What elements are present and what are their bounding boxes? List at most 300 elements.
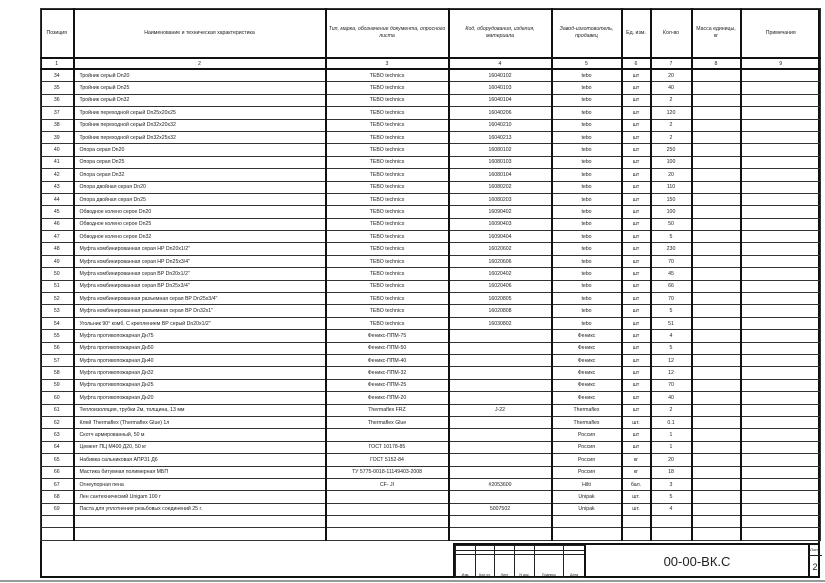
cell-code: 16080104	[449, 169, 552, 181]
col-num: 9	[741, 58, 821, 69]
cell-position: 55	[41, 330, 74, 342]
cell-note	[741, 330, 821, 342]
cell-maker: tebo	[552, 268, 622, 280]
cell-code: 16040103	[449, 82, 552, 94]
cell-qty: 70	[651, 293, 692, 305]
stamp-label-change: Изм.	[456, 555, 476, 578]
cell-type: TEBO technics	[326, 169, 449, 181]
cell-unit	[622, 516, 651, 528]
cell-unit: шт	[622, 354, 651, 366]
sheet-label: Лист	[808, 545, 822, 556]
cell-maker: tebo	[552, 231, 622, 243]
col-header-type: Тип, марка, обозначение документа, опросного листа	[326, 9, 449, 59]
col-num: 4	[449, 58, 552, 69]
cell-mass	[692, 69, 741, 82]
cell-code	[449, 416, 552, 428]
cell-mass	[692, 144, 741, 156]
cell-qty: 2	[651, 119, 692, 131]
cell-type: Феникс-ППМ-40	[326, 354, 449, 366]
cell-code: J-22	[449, 404, 552, 416]
table-row	[41, 169, 821, 181]
cell-code	[449, 429, 552, 441]
table-row	[41, 156, 821, 168]
col-header-qty: Кол-во	[651, 9, 692, 59]
cell-note	[741, 231, 821, 243]
col-header-notes: Примечания	[741, 9, 821, 59]
cell-name: Опора серая Dn25	[74, 156, 326, 168]
cell-position: 69	[41, 503, 74, 515]
table-row	[41, 454, 821, 466]
cell-mass	[692, 379, 741, 391]
cell-position: 67	[41, 478, 74, 490]
cell-note	[741, 441, 821, 453]
cell-type: TEBO technics	[326, 231, 449, 243]
cell-code: 5007502	[449, 503, 552, 515]
cell-mass	[692, 119, 741, 131]
cell-maker: tebo	[552, 144, 622, 156]
cell-maker	[552, 516, 622, 528]
cell-position: 43	[41, 181, 74, 193]
cell-name: Муфта противопожарная Дн20	[74, 392, 326, 404]
table-row	[41, 516, 821, 528]
cell-maker: tebo	[552, 305, 622, 317]
document-code: 00-00-ВК.С	[584, 545, 810, 578]
table-row	[41, 69, 821, 82]
cell-mass	[692, 131, 741, 143]
cell-qty	[651, 528, 692, 540]
cell-type: Феникс-ППМ-25	[326, 379, 449, 391]
cell-type: Феникс-ППМ-75	[326, 330, 449, 342]
cell-maker: tebo	[552, 69, 622, 82]
cell-unit: шт	[622, 429, 651, 441]
cell-mass	[692, 354, 741, 366]
cell-note	[741, 94, 821, 106]
cell-qty: 150	[651, 193, 692, 205]
cell-mass	[692, 156, 741, 168]
cell-note	[741, 206, 821, 218]
cell-type: TEBO technics	[326, 156, 449, 168]
table-row	[41, 367, 821, 379]
cell-maker: Hilti	[552, 478, 622, 490]
cell-qty: 2	[651, 404, 692, 416]
cell-position: 57	[41, 354, 74, 366]
cell-type: Феникс-ППМ-20	[326, 392, 449, 404]
cell-note	[741, 193, 821, 205]
cell-unit: шт	[622, 231, 651, 243]
cell-note	[741, 218, 821, 230]
cell-type	[326, 516, 449, 528]
table-row	[41, 342, 821, 354]
cell-code: #2053600	[449, 478, 552, 490]
cell-type: TEBO technics	[326, 206, 449, 218]
cell-type: ГОСТ 5152-84	[326, 454, 449, 466]
cell-qty: 250	[651, 144, 692, 156]
cell-note	[741, 466, 821, 478]
cell-mass	[692, 206, 741, 218]
stamp-label-signature: Подпись	[535, 555, 564, 578]
table-row	[41, 94, 821, 106]
cell-name: Муфта комбинированная серая НР Dn25x3/4"	[74, 255, 326, 267]
cell-mass	[692, 367, 741, 379]
cell-qty: 0.1	[651, 416, 692, 428]
cell-note	[741, 503, 821, 515]
cell-qty: 110	[651, 181, 692, 193]
cell-position: 49	[41, 255, 74, 267]
cell-mass	[692, 441, 741, 453]
cell-unit: шт	[622, 441, 651, 453]
cell-note	[741, 516, 821, 528]
cell-mass	[692, 82, 741, 94]
cell-position: 53	[41, 305, 74, 317]
cell-position: 46	[41, 218, 74, 230]
cell-note	[741, 255, 821, 267]
cell-maker: Феникс	[552, 354, 622, 366]
cell-note	[741, 268, 821, 280]
cell-code: 16040213	[449, 131, 552, 143]
cell-maker: Россия	[552, 441, 622, 453]
sheet-number: 2	[812, 562, 818, 572]
cell-code: 16020602	[449, 243, 552, 255]
cell-position: 59	[41, 379, 74, 391]
cell-qty: 5	[651, 305, 692, 317]
cell-mass	[692, 392, 741, 404]
cell-mass	[692, 478, 741, 490]
cell-mass	[692, 193, 741, 205]
cell-maker: Unipak	[552, 503, 622, 515]
cell-type: Thermaflex Glue	[326, 416, 449, 428]
cell-maker: tebo	[552, 119, 622, 131]
cell-note	[741, 280, 821, 292]
cell-type: ТУ 5775-0018-11149403-2008	[326, 466, 449, 478]
cell-name: Паста для уплотнения резьбовых соединений 25 г.	[74, 503, 326, 515]
cell-code	[449, 441, 552, 453]
cell-name: Лен сантехнический Unigam 100 г	[74, 491, 326, 503]
cell-note	[741, 169, 821, 181]
cell-position: 40	[41, 144, 74, 156]
table-row	[41, 144, 821, 156]
col-header-name: Наименование и техническая характеристика	[74, 9, 326, 59]
cell-mass	[692, 218, 741, 230]
cell-qty: 20	[651, 454, 692, 466]
cell-type: TEBO technics	[326, 82, 449, 94]
cell-code: 16080102	[449, 144, 552, 156]
cell-unit: шт	[622, 330, 651, 342]
cell-type: TEBO technics	[326, 293, 449, 305]
table-row	[41, 305, 821, 317]
cell-note	[741, 392, 821, 404]
cell-name: Угольник 90° комб. С креплением ВР серый Dn20x1/2"	[74, 317, 326, 329]
cell-qty: 12	[651, 354, 692, 366]
cell-maker: tebo	[552, 156, 622, 168]
cell-type: TEBO technics	[326, 144, 449, 156]
table-row	[41, 416, 821, 428]
cell-name: Тройник серый Dn32	[74, 94, 326, 106]
cell-maker: tebo	[552, 193, 622, 205]
cell-mass	[692, 516, 741, 528]
cell-unit: бал.	[622, 478, 651, 490]
cell-name: Тройник переходной серый Dn32x20x32	[74, 119, 326, 131]
cell-note	[741, 69, 821, 82]
table-row	[41, 268, 821, 280]
col-header-unit: Ед. изм.	[622, 9, 651, 59]
cell-unit: шт	[622, 255, 651, 267]
table-row	[41, 119, 821, 131]
cell-name: Цемент ПЦ М400 Д20, 50 кг	[74, 441, 326, 453]
cell-position: 54	[41, 317, 74, 329]
cell-maker: Unipak	[552, 491, 622, 503]
table-row	[41, 82, 821, 94]
cell-mass	[692, 466, 741, 478]
cell-mass	[692, 305, 741, 317]
cell-note	[741, 429, 821, 441]
cell-maker: tebo	[552, 218, 622, 230]
cell-note	[741, 119, 821, 131]
cell-name: Клей Thermaflex (Thermaflex Glue) 1л	[74, 416, 326, 428]
cell-name: Огнеупорная пена	[74, 478, 326, 490]
cell-name: Муфта противопожарная Дн32	[74, 367, 326, 379]
table-row	[41, 528, 821, 540]
cell-name: Скотч армированный, 50 м	[74, 429, 326, 441]
col-header-maker: Завод-изготовитель, продавец	[552, 9, 622, 59]
cell-note	[741, 454, 821, 466]
cell-name: Муфта комбинированная серая НР Dn20x1/2"	[74, 243, 326, 255]
cell-code: 16040104	[449, 94, 552, 106]
table-row	[41, 280, 821, 292]
stamp-label-sheet: Лист	[495, 555, 515, 578]
cell-code	[449, 516, 552, 528]
table-row	[41, 231, 821, 243]
cell-name	[74, 516, 326, 528]
cell-code: 16040210	[449, 119, 552, 131]
col-num: 6	[622, 58, 651, 69]
cell-note	[741, 317, 821, 329]
cell-note	[741, 305, 821, 317]
cell-code	[449, 330, 552, 342]
cell-code: 16080203	[449, 193, 552, 205]
cell-code: 16020606	[449, 255, 552, 267]
table-row	[41, 193, 821, 205]
cell-position: 48	[41, 243, 74, 255]
cell-position: 35	[41, 82, 74, 94]
col-header-code: Код, оборудования, изделия, материала	[449, 9, 552, 59]
table-row	[41, 330, 821, 342]
cell-note	[741, 416, 821, 428]
cell-qty: 5	[651, 231, 692, 243]
cell-maker: Россия	[552, 454, 622, 466]
cell-maker: tebo	[552, 131, 622, 143]
cell-code: 16020808	[449, 305, 552, 317]
table-row	[41, 243, 821, 255]
cell-unit: шт	[622, 218, 651, 230]
cell-mass	[692, 330, 741, 342]
cell-unit: шт	[622, 107, 651, 119]
col-num: 8	[692, 58, 741, 69]
cell-unit: шт	[622, 342, 651, 354]
cell-qty: 40	[651, 82, 692, 94]
cell-position: 61	[41, 404, 74, 416]
table-row	[41, 491, 821, 503]
cell-mass	[692, 491, 741, 503]
cell-name: Опора двойная серая Dn20	[74, 181, 326, 193]
cell-name: Обводное колено серое Dn32	[74, 231, 326, 243]
table-row	[41, 317, 821, 329]
cell-position: 66	[41, 466, 74, 478]
cell-mass	[692, 280, 741, 292]
cell-mass	[692, 293, 741, 305]
stamp-label-doc-no: N док.	[515, 555, 535, 578]
cell-qty: 51	[651, 317, 692, 329]
cell-unit: шт	[622, 379, 651, 391]
cell-position	[41, 528, 74, 540]
cell-mass	[692, 528, 741, 540]
stamp-label-date: Дата	[564, 555, 585, 578]
cell-note	[741, 82, 821, 94]
cell-type: ГОСТ 10178-85	[326, 441, 449, 453]
cell-code: 16020406	[449, 280, 552, 292]
cell-position: 58	[41, 367, 74, 379]
cell-note	[741, 107, 821, 119]
cell-type: TEBO technics	[326, 255, 449, 267]
col-num: 2	[74, 58, 326, 69]
cell-unit: шт	[622, 181, 651, 193]
cell-name: Тройник переходной серый Dn32x25x32	[74, 131, 326, 143]
cell-position: 39	[41, 131, 74, 143]
table-row	[41, 293, 821, 305]
cell-type: TEBO technics	[326, 268, 449, 280]
cell-unit: шт	[622, 193, 651, 205]
cell-unit: шт	[622, 392, 651, 404]
cell-type: TEBO technics	[326, 181, 449, 193]
cell-note	[741, 404, 821, 416]
cell-type: TEBO technics	[326, 131, 449, 143]
table-row	[41, 379, 821, 391]
cell-maker: tebo	[552, 181, 622, 193]
stamp-label-count: Кол.уч.	[476, 555, 495, 578]
cell-maker: Россия	[552, 429, 622, 441]
cell-qty: 120	[651, 107, 692, 119]
table-row	[41, 107, 821, 119]
cell-code: 16020402	[449, 268, 552, 280]
cell-position: 36	[41, 94, 74, 106]
cell-name: Муфта комбинированная разъемная серая ВР Dn25x3/4"	[74, 293, 326, 305]
cell-note	[741, 131, 821, 143]
cell-type: CF- JI	[326, 478, 449, 490]
cell-qty: 100	[651, 156, 692, 168]
cell-qty: 5	[651, 491, 692, 503]
specification-table	[40, 8, 821, 541]
cell-maker: Феникс	[552, 392, 622, 404]
cell-code: 16080202	[449, 181, 552, 193]
cell-maker: Россия	[552, 466, 622, 478]
cell-unit: шт	[622, 280, 651, 292]
cell-maker: tebo	[552, 94, 622, 106]
cell-type: TEBO technics	[326, 119, 449, 131]
cell-mass	[692, 243, 741, 255]
cell-name: Муфта комбинированная разъемная серая ВР Dn32x1"	[74, 305, 326, 317]
cell-qty: 3	[651, 478, 692, 490]
cell-position: 60	[41, 392, 74, 404]
cell-mass	[692, 404, 741, 416]
cell-note	[741, 144, 821, 156]
col-num: 3	[326, 58, 449, 69]
table-row	[41, 218, 821, 230]
cell-maker: Thermaflex	[552, 404, 622, 416]
cell-note	[741, 367, 821, 379]
cell-code	[449, 466, 552, 478]
table-row	[41, 441, 821, 453]
cell-qty: 70	[651, 255, 692, 267]
table-row	[41, 354, 821, 366]
cell-code: 16090402	[449, 206, 552, 218]
table-row	[41, 131, 821, 143]
col-num: 5	[552, 58, 622, 69]
cell-qty: 40	[651, 392, 692, 404]
cell-position: 64	[41, 441, 74, 453]
cell-name: Тройник серый Dn20	[74, 69, 326, 82]
cell-code: 16030802	[449, 317, 552, 329]
sheet-number-box	[808, 545, 822, 578]
cell-unit: шт	[622, 94, 651, 106]
cell-name: Муфта комбинированная серая ВР Dn25x3/4"	[74, 280, 326, 292]
cell-mass	[692, 416, 741, 428]
cell-name: Тройник переходной серый Dn25x20x25	[74, 107, 326, 119]
revision-grid	[455, 545, 584, 578]
cell-name: Теплоизоляция, трубки 2м, толщина, 13 мм	[74, 404, 326, 416]
cell-qty	[651, 516, 692, 528]
cell-name: Муфта комбинированная серая ВР Dn20x1/2"	[74, 268, 326, 280]
cell-unit: шт	[622, 243, 651, 255]
cell-position: 50	[41, 268, 74, 280]
cell-unit: шт	[622, 404, 651, 416]
cell-type: Феникс-ППМ-32	[326, 367, 449, 379]
cell-qty: 45	[651, 268, 692, 280]
cell-code: 16080103	[449, 156, 552, 168]
cell-position: 38	[41, 119, 74, 131]
cell-qty: 18	[651, 466, 692, 478]
cell-type: TEBO technics	[326, 193, 449, 205]
cell-note	[741, 342, 821, 354]
cell-position: 37	[41, 107, 74, 119]
cell-unit: шт	[622, 317, 651, 329]
cell-unit: шт	[622, 305, 651, 317]
cell-type: TEBO technics	[326, 243, 449, 255]
cell-name: Муфта противопожарная Дн25	[74, 379, 326, 391]
cell-code: 16090404	[449, 231, 552, 243]
cell-unit: шт.	[622, 416, 651, 428]
cell-code	[449, 392, 552, 404]
cell-code	[449, 491, 552, 503]
cell-code: 16090403	[449, 218, 552, 230]
specification-body	[41, 69, 821, 540]
cell-mass	[692, 268, 741, 280]
cell-mass	[692, 454, 741, 466]
cell-unit	[622, 528, 651, 540]
cell-code	[449, 342, 552, 354]
cell-code	[449, 367, 552, 379]
cell-position: 65	[41, 454, 74, 466]
cell-mass	[692, 107, 741, 119]
cell-type: TEBO technics	[326, 280, 449, 292]
cell-name: Набивка сальниковая АПР31 Д6	[74, 454, 326, 466]
cell-mass	[692, 181, 741, 193]
cell-mass	[692, 169, 741, 181]
cell-qty: 1	[651, 441, 692, 453]
cell-type: TEBO technics	[326, 305, 449, 317]
cell-qty: 70	[651, 379, 692, 391]
cell-maker: tebo	[552, 107, 622, 119]
col-header-mass: Масса единицы, кг	[692, 9, 741, 59]
cell-note	[741, 354, 821, 366]
